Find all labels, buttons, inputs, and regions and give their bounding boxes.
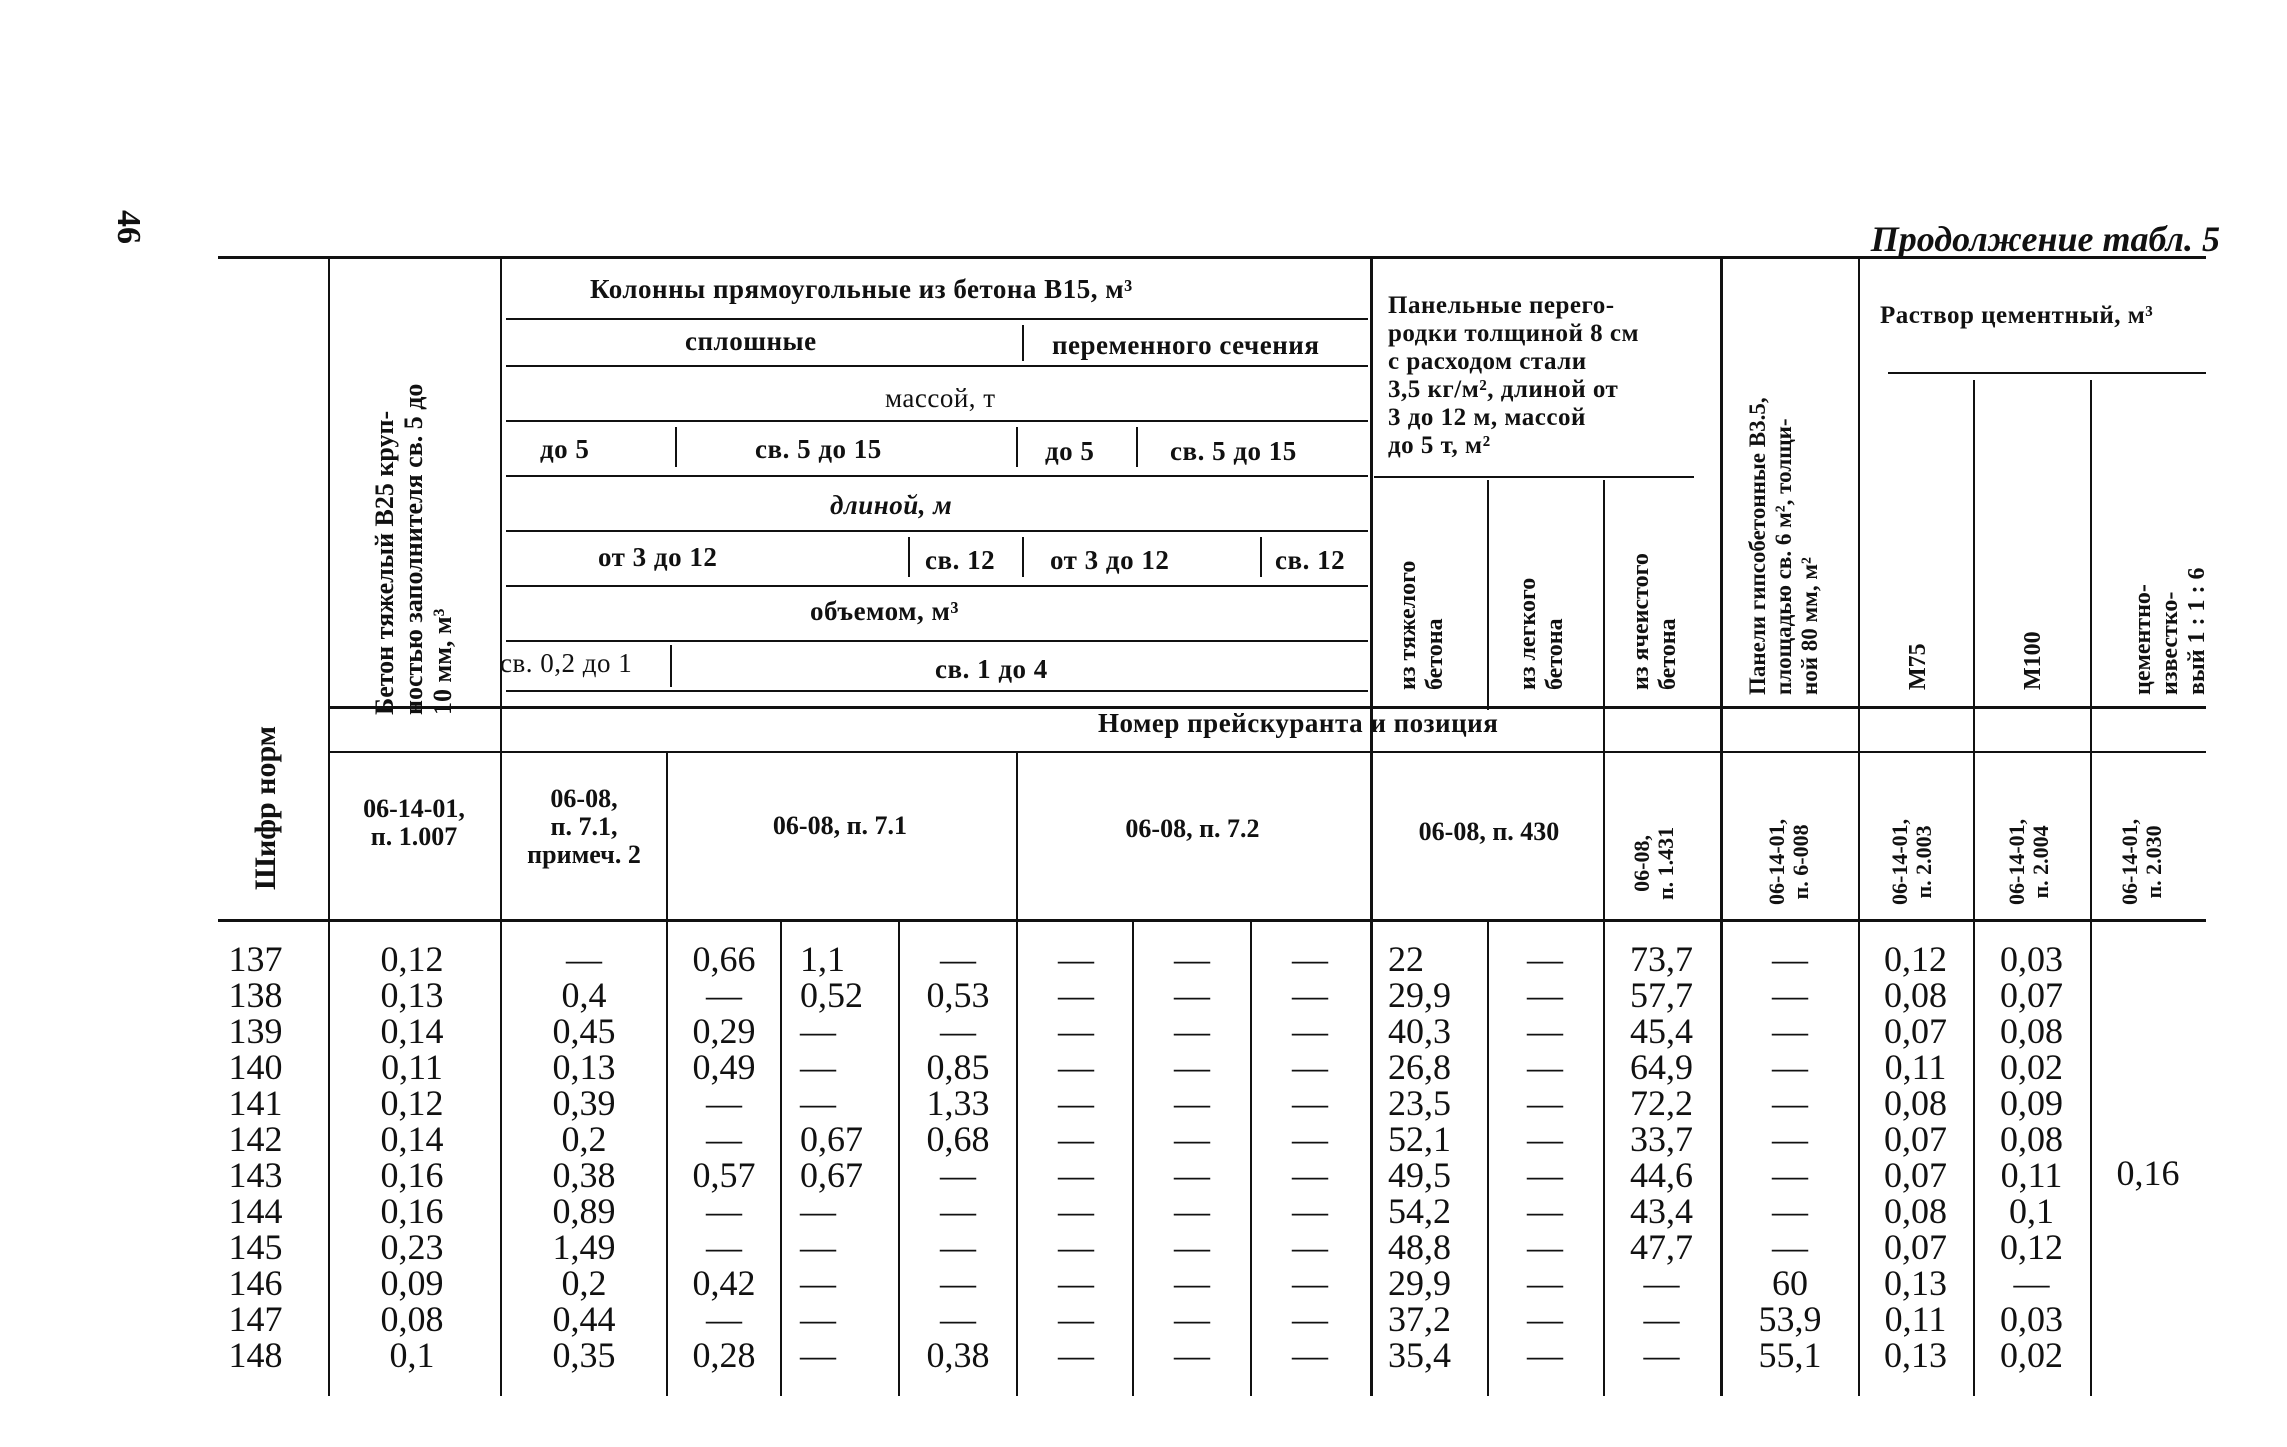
sep-paneli-1 — [1487, 480, 1489, 710]
column-paneli-yach: 73,7 57,7 45,4 64,9 72,2 33,7 44,6 43,4 47,7 — — — — [1630, 939, 1693, 1375]
sep-sploshnye — [1022, 325, 1024, 361]
paneli-peregorodki-header: Панельные перего- родки толщиной 8 см с расходом стали 3,5 кг/м², длиной от 3 до 12 м, массой до 5 т, м² — [1388, 292, 1639, 459]
col-rule-12 — [1720, 256, 1723, 1396]
beton-header: Бетон тяжелый В25 круп- ностью заполнителя св. 5 до 10 мм, м³ — [370, 383, 457, 715]
column-kolonny-1: — 0,4 0,45 0,13 0,39 0,2 0,38 0,89 1,49 0,2 0,44 0,35 — [552, 939, 616, 1375]
code-m75: 06-14-01, п. 2.003 — [1887, 818, 1936, 905]
column-kolonny-7: — — — — — — — — — — — — — [1292, 939, 1328, 1375]
column-kolonny-5: — — — — — — — — — — — — — [1058, 939, 1094, 1375]
paneli-rule — [1374, 476, 1694, 478]
column-paneli-legk: — — — — — — — — — — — — — [1527, 939, 1563, 1375]
column-m100: 0,03 0,07 0,08 0,02 0,09 0,08 0,11 0,1 0,12 — 0,03 0,02 — [2000, 939, 2063, 1375]
code-k5-k7: 06-08, п. 7.2 — [1125, 814, 1260, 843]
kolonny-rule-3 — [506, 420, 1368, 422]
code-beton: 06-14-01, п. 1.007 — [363, 794, 465, 851]
column-gips: — — — — — — — — — 60 53,9 55,1 — [1758, 939, 1822, 1375]
column-cem: 0,16 — [2116, 1153, 2180, 1193]
col-rule-15 — [2090, 380, 2092, 1396]
do5-b: до 5 — [1045, 436, 1095, 466]
kolonny-rule-6 — [506, 585, 1368, 587]
sv5do15-b: св. 5 до 15 — [1170, 436, 1297, 466]
stub-header: Шифр норм — [249, 725, 282, 890]
kolonny-rule-4 — [506, 475, 1368, 477]
sep-massa-3 — [1136, 427, 1138, 467]
iz-legk-header: из легкого бетона — [1515, 577, 1568, 690]
column-kolonny-6: — — — — — — — — — — — — — [1174, 939, 1210, 1375]
sep-massa-1 — [675, 427, 677, 467]
kolonny-rule-8 — [506, 690, 1368, 692]
page-number: 46 — [110, 210, 147, 244]
sv02do1: св. 0,2 до 1 — [500, 648, 633, 678]
m75-header: М75 — [1905, 643, 1931, 690]
sv12-b: св. 12 — [1275, 545, 1346, 575]
column-shifr: 137 138 139 140 141 142 143 144 145 146 147 148 — [228, 939, 283, 1375]
kolonny-rule-7 — [506, 640, 1368, 642]
kolonny-rule-1 — [506, 318, 1368, 320]
iz-yach-header: из ячеистого бетона — [1628, 553, 1681, 690]
sep-obem — [670, 645, 672, 687]
top-rule — [218, 256, 2206, 259]
nomer-header: Номер прейскуранта и позиция — [1098, 708, 1499, 738]
column-kolonny-2: 0,66 — 0,29 0,49 — — 0,57 — — 0,42 — 0,28 — [692, 939, 756, 1375]
ot3do12-a: от 3 до 12 — [598, 542, 718, 572]
kolonny-rule-2 — [506, 365, 1368, 367]
m100-header: М100 — [2020, 631, 2046, 690]
codes-top-rule — [330, 751, 2206, 753]
kolonny-header: Колонны прямоугольные из бетона В15, м³ — [590, 274, 1133, 304]
col-rule-1 — [328, 256, 330, 1396]
table-title: Продолжение табл. 5 — [1870, 219, 2220, 259]
ot3do12-b: от 3 до 12 — [1050, 545, 1170, 575]
peremennogo-header: переменного сечения — [1052, 330, 1320, 360]
cem-izv-header: цементно-известко- вый 1 : 1 : 6 — [2130, 567, 2210, 695]
paneli-gips-header: Панели гипсобетонные В3.5, площадью св. 6 м², толщи- ной 80 мм, м² — [1745, 397, 1822, 695]
sep-massa-2 — [1016, 427, 1018, 467]
sv5do15-a: св. 5 до 15 — [755, 434, 882, 464]
sep-dlina-1 — [908, 537, 910, 577]
iz-tyazh-header: из тяжелого бетона — [1395, 560, 1448, 690]
rastvor-header: Раствор цементный, м³ — [1880, 302, 2154, 329]
column-beton: 0,12 0,13 0,14 0,11 0,12 0,14 0,16 0,16 0,23 0,09 0,08 0,1 — [380, 939, 444, 1375]
code-m100: 06-14-01, п. 2.004 — [2004, 818, 2053, 905]
col-rule-2 — [500, 256, 502, 1396]
code-cem: 06-14-01, п. 2.030 — [2117, 818, 2166, 905]
col-rule-9 — [1370, 256, 1373, 1396]
code-p1-p2: 06-08, п. 430 — [1418, 817, 1560, 846]
code-k2-k4: 06-08, п. 7.1 — [772, 811, 908, 840]
code-k1: 06-08, п. 7.1, примеч. 2 — [527, 784, 641, 869]
kolonny-rule-5 — [506, 530, 1368, 532]
obemom-header: объемом, м³ — [810, 596, 959, 626]
dlinoy-header: длиной, м — [830, 490, 953, 520]
column-m75: 0,12 0,08 0,07 0,11 0,08 0,07 0,07 0,08 0,07 0,13 0,11 0,13 — [1884, 939, 1947, 1375]
do5-a: до 5 — [540, 434, 590, 464]
column-kolonny-3: 1,1 0,52 — — — 0,67 0,67 — — — — — — [800, 939, 863, 1375]
code-gips: 06-14-01, п. 6-008 — [1764, 818, 1813, 905]
sv1do4: св. 1 до 4 — [935, 654, 1048, 684]
sploshnye-header: сплошные — [685, 326, 817, 356]
sep-dlina-3 — [1260, 537, 1262, 577]
codes-bottom-rule — [218, 919, 2206, 922]
sv12-a: св. 12 — [925, 545, 996, 575]
column-kolonny-4: — 0,53 — 0,85 1,33 0,68 — — — — — 0,38 — [926, 939, 990, 1375]
massoy-header: массой, т — [885, 383, 996, 413]
rastvor-rule — [1888, 372, 2206, 374]
code-p3: 06-08, п. 1.431 — [1629, 826, 1678, 900]
column-paneli-tyazh: 22 29,9 40,3 26,8 23,5 52,1 49,5 54,2 48,8 29,9 37,2 35,4 — [1388, 939, 1451, 1375]
sep-dlina-2 — [1022, 537, 1024, 577]
